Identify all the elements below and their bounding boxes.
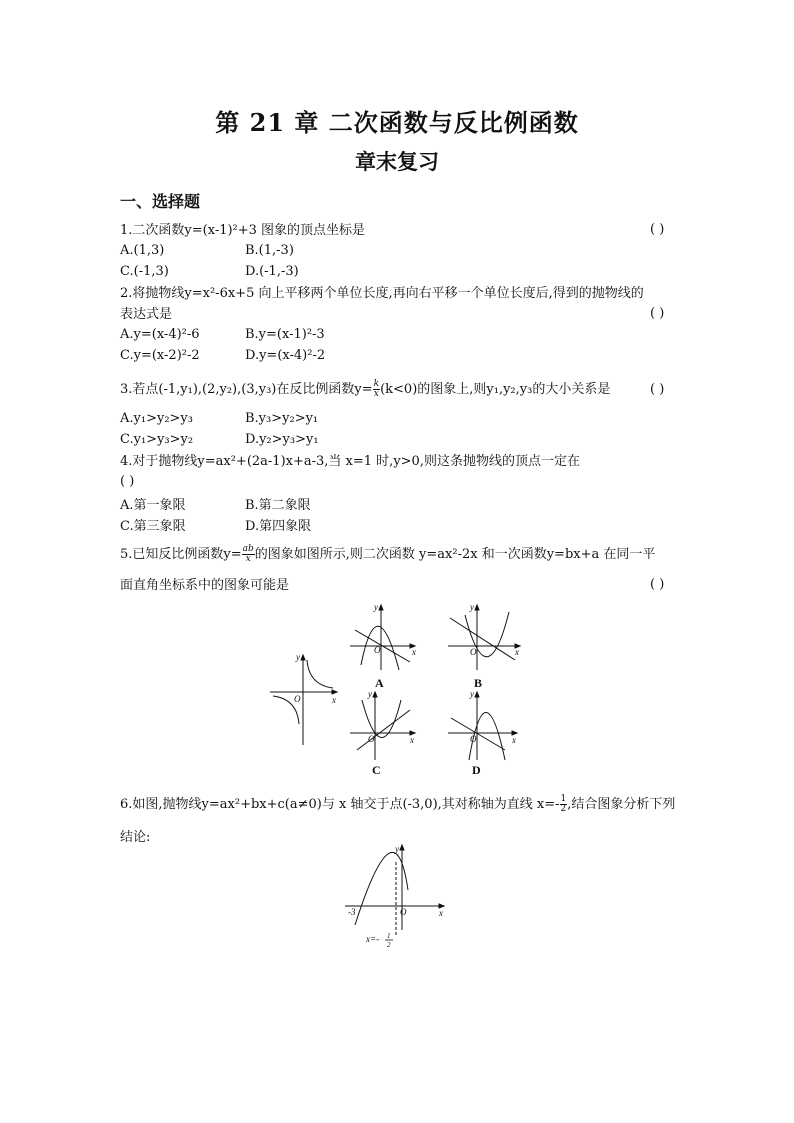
answer-paren-2: ( )	[650, 306, 665, 321]
q5-figure	[265, 600, 535, 780]
section-heading: 一、选择题	[120, 192, 201, 211]
figure-label-a: A	[375, 676, 384, 690]
q4-option-b: B.第二象限	[245, 498, 311, 513]
q6-frac-num: 1	[560, 794, 567, 804]
q6-sym-frac-num: 1	[387, 932, 391, 940]
a-x-label: x	[412, 647, 416, 657]
q5-frac-den: x	[245, 554, 251, 564]
question-3	[120, 380, 610, 399]
d-x-label: x	[512, 735, 516, 745]
question-6-line1	[120, 795, 675, 814]
q3-option-b: B.y₃>y₂>y₁	[245, 411, 319, 426]
q6-symmetry-label: x=-	[366, 934, 380, 944]
c-x-label: x	[410, 735, 414, 745]
question-2-line2: 表达式是	[120, 307, 173, 322]
answer-paren-3: ( )	[650, 382, 665, 397]
q6-text-after: ,结合图象分析下列	[567, 797, 676, 812]
q3-option-c: C.y₁>y₃>y₂	[120, 432, 194, 447]
q3-frac-den: x	[373, 389, 379, 399]
q6-x-label: x	[439, 908, 443, 918]
q3-text-before: 3.若点(-1,y₁),(2,y₂),(3,y₃)在反比例函数y=	[120, 382, 373, 397]
a-origin: O	[374, 645, 381, 655]
q3-option-a: A.y₁>y₂>y₃	[120, 411, 193, 426]
q2-option-d: D.y=(x-4)²-2	[245, 348, 326, 363]
q5-text-before: 5.已知反比例函数y=	[120, 547, 242, 562]
hyperbola-graph	[270, 655, 337, 745]
figure-a	[350, 605, 415, 670]
question-6-line2: 结论:	[120, 830, 151, 845]
q3-frac-num: k	[373, 379, 380, 389]
q4-option-a: A.第一象限	[120, 498, 186, 513]
question-5-line1	[120, 545, 655, 564]
q6-sym-frac-den: 2	[387, 941, 391, 949]
answer-paren-5: ( )	[650, 577, 665, 592]
b-x-label: x	[515, 647, 519, 657]
d-y-label: y	[470, 689, 474, 699]
question-5-line2: 面直角坐标系中的图象可能是	[120, 578, 290, 593]
figure-label-c: C	[372, 763, 381, 777]
q4-option-d: D.第四象限	[245, 519, 312, 534]
q5-frac-num: ab	[242, 544, 254, 554]
figure-label-b: B	[474, 676, 483, 690]
figure-d	[448, 692, 517, 760]
q6-tick-minus3: -3	[348, 907, 356, 917]
q5-text-after: 的图象如图所示,则二次函数 y=ax²-2x 和一次函数y=bx+a 在同一平	[254, 547, 656, 562]
figure-b	[448, 605, 520, 670]
d-origin: O	[470, 734, 477, 744]
q1-option-a: A.(1,3)	[120, 243, 165, 258]
q2-option-a: A.y=(x-4)²-6	[120, 327, 200, 342]
q6-y-label: y	[395, 844, 399, 854]
question-2-line1: 2.将抛物线y=x²-6x+5 向上平移两个单位长度,再向右平移一个单位长度后,得到的抛物线的	[120, 286, 644, 301]
q6-text-before: 6.如图,抛物线y=ax²+bx+c(a≠0)与 x 轴交于点(-3,0),其对称轴为直线 x=-	[120, 797, 560, 812]
question-1: 1.二次函数y=(x-1)²+3 图象的顶点坐标是	[120, 223, 366, 238]
c-origin: O	[368, 734, 375, 744]
answer-paren-1: ( )	[650, 222, 665, 237]
q6-frac-den: 2	[560, 804, 567, 814]
figure-c	[350, 692, 415, 760]
b-origin: O	[470, 647, 477, 657]
q6-origin: O	[400, 907, 407, 917]
q1-option-b: B.(1,-3)	[245, 243, 294, 258]
q6-symmetry-fraction	[385, 932, 393, 949]
q2-option-b: B.y=(x-1)²-3	[245, 327, 325, 342]
figure-label-d: D	[472, 763, 481, 777]
c-y-label: y	[368, 689, 372, 699]
section-subtitle: 章末复习	[355, 149, 439, 174]
q4-option-c: C.第三象限	[120, 519, 186, 534]
q2-option-c: C.y=(x-2)²-2	[120, 348, 200, 363]
q5-fraction	[242, 545, 255, 564]
q3-fraction	[373, 380, 380, 399]
hyperbola-y-label: y	[296, 652, 300, 662]
q6-figure	[340, 840, 455, 952]
question-4-line1: 4.对于抛物线y=ax²+(2a-1)x+a-3,当 x=1 时,y>0,则这条抛物线的顶点一定在	[120, 454, 580, 469]
question-4-line2: ( )	[120, 474, 135, 489]
chapter-title: 第 21 章 二次函数与反比例函数	[215, 108, 579, 137]
b-y-label: y	[470, 602, 474, 612]
hyperbola-x-label: x	[332, 695, 336, 705]
hyperbola-origin: O	[294, 694, 301, 704]
q1-option-c: C.(-1,3)	[120, 264, 169, 279]
q1-option-d: D.(-1,-3)	[245, 264, 299, 279]
q3-option-d: D.y₂>y₃>y₁	[245, 432, 319, 447]
q3-text-after: (k<0)的图象上,则y₁,y₂,y₃的大小关系是	[380, 382, 611, 397]
a-y-label: y	[374, 602, 378, 612]
